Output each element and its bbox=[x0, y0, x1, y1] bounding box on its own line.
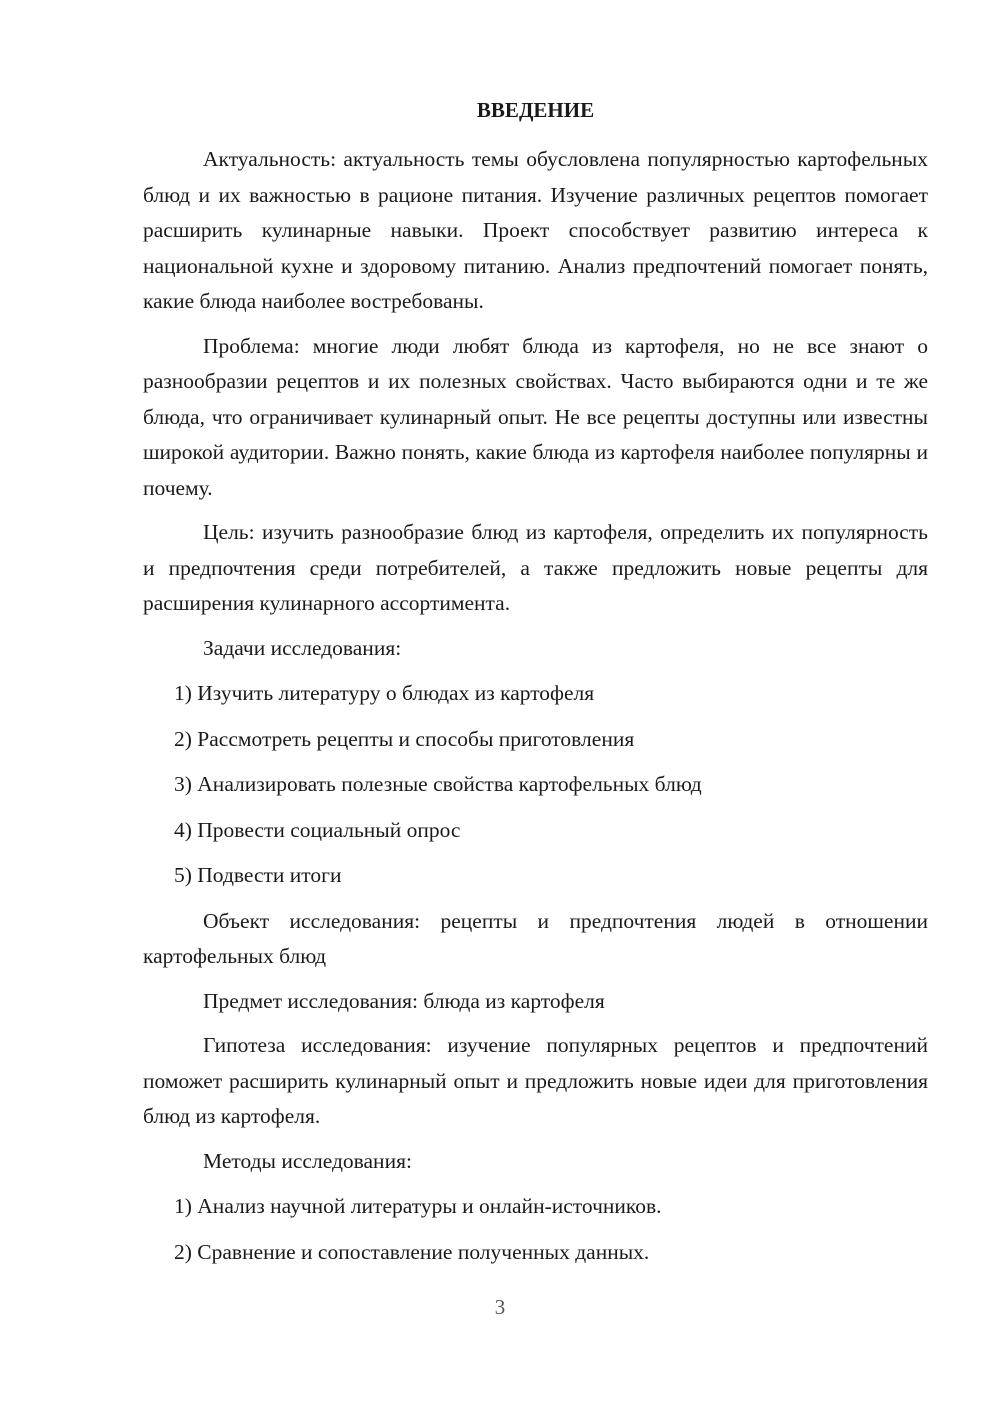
list-item: 1) Изучить литературу о блюдах из картофеля bbox=[174, 681, 595, 705]
page-body bbox=[143, 92, 928, 1280]
goal-paragraph: Цель: изучить разнообразие блюд из картофеля, определить их популярность и предпочтения среди потребителей, а также предложить новые рецепты для расширения кулинарного ассортимента. bbox=[143, 520, 928, 615]
tasks-heading: Задачи исследования: bbox=[203, 635, 402, 660]
methods-heading: Методы исследования: bbox=[203, 1148, 412, 1173]
object-paragraph: Объект исследования: рецепты и предпочтения людей в отношении картофельных блюд bbox=[143, 908, 928, 968]
list-item: 2) Рассмотреть рецепты и способы приготовления bbox=[174, 726, 635, 751]
list-item: 2) Сравнение и сопоставление полученных данных. bbox=[174, 1239, 650, 1264]
methods-list bbox=[143, 1189, 928, 1270]
list-item: 3) Анализировать полезные свойства картофельных блюд bbox=[174, 772, 702, 796]
section-title: ВВЕДЕНИЕ bbox=[476, 98, 595, 122]
list-item: 5) Подвести итоги bbox=[174, 863, 342, 887]
relevance-paragraph: Актуальность: актуальность темы обусловлена популярностью картофельных блюд и их важностью в рационе питания. Изучение различных рецептов помогает расширить кулинарные навыки. Проект способствует развитию интереса к национальной кухне и здоровому питанию. Анализ предпочтений помогает понять, какие блюда наиболее востребованы. bbox=[143, 147, 928, 313]
tasks-list bbox=[143, 676, 928, 894]
subject-paragraph: Предмет исследования: блюда из картофеля bbox=[203, 988, 605, 1013]
page-number: 3 bbox=[494, 1295, 506, 1319]
hypothesis-paragraph: Гипотеза исследования: изучение популярных рецептов и предпочтений поможет расширить кулинарный опыт и предложить новые идеи для приготовления блюд из картофеля. bbox=[143, 1033, 928, 1128]
list-item: 4) Провести социальный опрос bbox=[174, 817, 461, 842]
problem-paragraph: Проблема: многие люди любят блюда из картофеля, но не все знают о разнообразии рецептов и их полезных свойствах. Часто выбираются одни и те же блюда, что ограничивает кулинарный опыт. Не все рецепты доступны или известны широкой аудитории. Важно понять, какие блюда из картофеля наиболее популярны и почему. bbox=[143, 333, 928, 500]
list-item: 1) Анализ научной литературы и онлайн-источников. bbox=[174, 1194, 662, 1218]
